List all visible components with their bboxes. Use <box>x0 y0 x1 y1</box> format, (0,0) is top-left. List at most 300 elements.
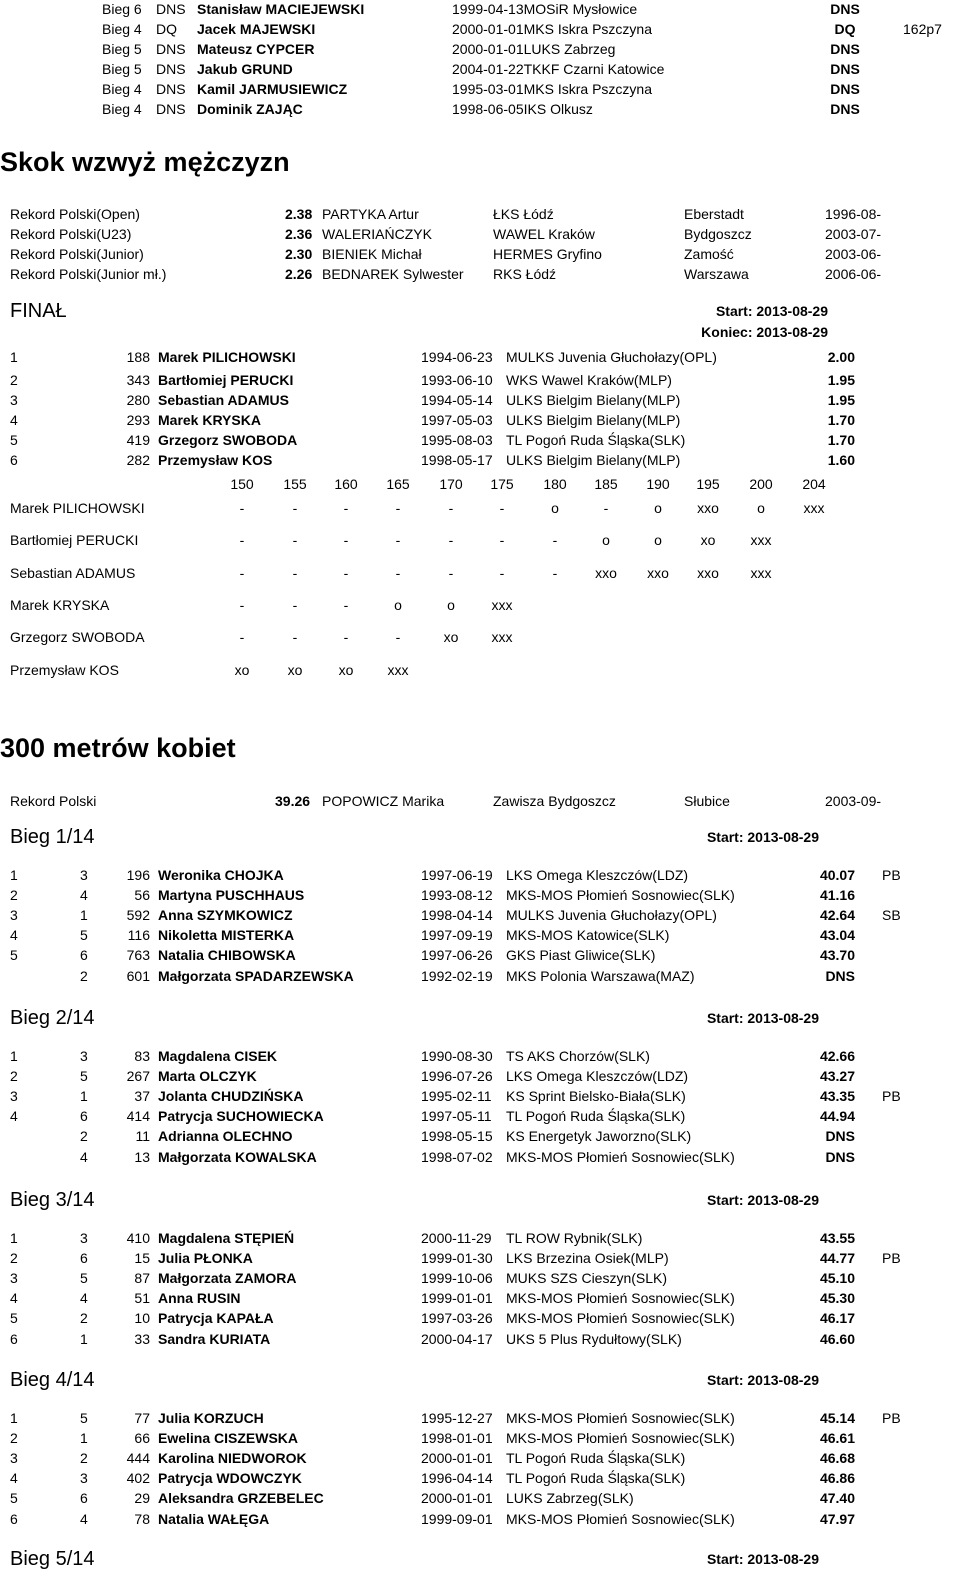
athlete-name: Anna RUSIN <box>158 1290 241 1307</box>
bib: 419 <box>126 432 150 448</box>
bib: 87 <box>134 1270 150 1287</box>
athlete-name: Sandra KURIATA <box>158 1330 271 1347</box>
attempt-cell: - <box>448 564 454 581</box>
record-label: Rekord Polski <box>10 793 97 809</box>
record-place: Słubice <box>684 793 730 809</box>
lane: 2 <box>80 967 88 984</box>
record-note: PB <box>882 1410 901 1426</box>
athlete-name: Natalia CHIBOWSKA <box>158 947 296 964</box>
athlete-name: Kamil JARMUSIEWICZ <box>197 81 348 97</box>
dob: 1996-07-26 <box>421 1068 493 1085</box>
athlete-name: Patrycja KAPAŁA <box>158 1310 274 1327</box>
attempt-cell: - <box>239 596 245 613</box>
position: 5 <box>10 432 18 448</box>
height-bar: 204 <box>802 476 826 492</box>
club: TL Pogoń Ruda Śląska(SLK) <box>506 1470 686 1487</box>
dob: 1993-06-10 <box>421 372 493 388</box>
athlete-name: Marek PILICHOWSKI <box>158 349 296 365</box>
record-note: PB <box>882 1250 901 1267</box>
position: 3 <box>10 392 18 408</box>
height-bar: 175 <box>490 476 514 492</box>
lane: 5 <box>80 1410 88 1426</box>
athlete-name: Ewelina CISZEWSKA <box>158 1430 299 1447</box>
club: TS AKS Chorzów(SLK) <box>506 1048 650 1064</box>
height-bar: 180 <box>543 476 567 492</box>
bib: 196 <box>126 867 150 883</box>
attempt-cell: xxx <box>491 629 513 646</box>
athlete-name: Przemysław KOS <box>158 452 273 468</box>
lane: 3 <box>80 1230 88 1246</box>
attempt-athlete: Bartłomiej PERUCKI <box>10 532 139 549</box>
attempt-cell: o <box>602 532 610 549</box>
dob: 1997-06-19 <box>421 867 493 883</box>
height-bar: 160 <box>334 476 358 492</box>
position: 3 <box>10 1450 18 1467</box>
dob: 1997-05-03 <box>421 412 493 428</box>
bib: 78 <box>134 1510 150 1527</box>
athlete-name: Bartłomiej PERUCKI <box>158 372 294 388</box>
athlete-name: Anna SZYMKOWICZ <box>158 907 293 924</box>
position: 2 <box>10 887 18 904</box>
dob: 1998-05-17 <box>421 452 493 468</box>
bib: 410 <box>126 1230 150 1246</box>
record-club: ŁKS Łódź <box>493 206 554 222</box>
attempt-cell: xo <box>338 661 354 678</box>
record-holder: BIENIEK Michał <box>322 246 422 262</box>
bib: 15 <box>134 1250 150 1267</box>
start-time: Start: 2013-08-29 <box>706 1372 819 1388</box>
attempt-cell: xxo <box>697 564 719 581</box>
athlete-name: Patrycja SUCHOWIECKA <box>158 1108 324 1125</box>
attempt-athlete: Grzegorz SWOBODA <box>10 629 145 646</box>
status-label: DNS <box>156 81 186 97</box>
club: UKS 5 Plus Rydułtowy(SLK) <box>506 1330 682 1347</box>
attempt-cell: - <box>239 629 245 646</box>
attempt-cell: xxx <box>387 661 409 678</box>
height-bar: 200 <box>749 476 773 492</box>
lane: 4 <box>80 887 88 904</box>
mark: 1.60 <box>827 452 855 468</box>
position: 2 <box>10 1250 18 1267</box>
bib: 267 <box>126 1068 150 1085</box>
mark: 1.70 <box>827 412 855 428</box>
dob: 1995-12-27 <box>421 1410 493 1426</box>
athlete-name: Magdalena CISEK <box>158 1048 278 1064</box>
dob: 1994-06-23 <box>421 349 493 365</box>
club: ULKS Bielgim Bielany(MLP) <box>506 412 681 428</box>
extra-note: 162p7 <box>903 21 942 37</box>
section-title: Skok wzwyż mężczyzn <box>0 147 290 177</box>
athlete-name: Małgorzata SPADARZEWSKA <box>158 967 354 984</box>
athlete-name: Jacek MAJEWSKI <box>197 21 316 37</box>
club: KS Sprint Bielsko-Biała(SLK) <box>506 1088 686 1105</box>
record-label: Rekord Polski(Junior) <box>10 246 144 262</box>
bib: 66 <box>134 1430 150 1447</box>
record-date: 2003-09- <box>825 793 882 809</box>
record-holder: PARTYKA Artur <box>322 206 419 222</box>
bib: 280 <box>126 392 150 408</box>
lane: 4 <box>80 1148 88 1165</box>
record-date: 2003-06- <box>825 246 882 262</box>
dob: 1999-09-01 <box>421 1510 493 1527</box>
time: 42.66 <box>819 1048 855 1064</box>
club: MKS-MOS Płomień Sosnowiec(SLK) <box>506 1510 735 1527</box>
attempt-cell: - <box>292 532 298 549</box>
time: 44.77 <box>819 1250 855 1267</box>
athlete-name: Julia KORZUCH <box>158 1410 264 1426</box>
time: 45.14 <box>819 1410 855 1426</box>
attempt-cell: - <box>395 532 401 549</box>
start-time: Start: 2013-08-29 <box>706 829 819 845</box>
mark: 2.00 <box>827 349 855 365</box>
dob: 2000-01-01 <box>421 1450 493 1467</box>
athlete-name: Jolanta CHUDZIŃSKA <box>158 1088 304 1105</box>
dob: 1999-10-06 <box>421 1270 493 1287</box>
dob: 1996-04-14 <box>421 1470 493 1487</box>
position: 4 <box>10 1108 18 1125</box>
position: 1 <box>10 1410 18 1426</box>
result: DNS <box>830 1 860 17</box>
record-note: SB <box>882 907 901 924</box>
heat-title: Bieg 2/14 <box>10 1007 95 1029</box>
lane: 1 <box>80 907 88 924</box>
attempt-cell: - <box>292 596 298 613</box>
bib: 414 <box>126 1108 150 1125</box>
record-holder: WALERIAŃCZYK <box>322 226 432 242</box>
record-holder: BEDNAREK Sylwester <box>322 266 464 282</box>
record-label: Rekord Polski(U23) <box>10 226 132 242</box>
dob: 1997-03-26 <box>421 1310 493 1327</box>
attempt-cell: xxo <box>595 564 617 581</box>
athlete-name: Jakub GRUND <box>197 61 293 77</box>
height-bar: 155 <box>283 476 307 492</box>
attempt-cell: - <box>395 500 401 516</box>
athlete-name: Adrianna OLECHNO <box>158 1128 293 1145</box>
section-title: 300 metrów kobiet <box>0 733 236 763</box>
club: KS Energetyk Jaworzno(SLK) <box>506 1128 692 1145</box>
attempt-cell: xxx <box>803 500 825 516</box>
athlete-name: Weronika CHOJKA <box>158 867 284 883</box>
club: TL Pogoń Ruda Śląska(SLK) <box>506 1450 686 1467</box>
record-place: Eberstadt <box>684 206 744 222</box>
time: DNS <box>825 967 855 984</box>
club: TL Pogoń Ruda Śląska(SLK) <box>506 432 686 448</box>
attempt-cell: - <box>552 532 558 549</box>
dob: 1995-02-11 <box>421 1088 492 1105</box>
time: 46.60 <box>819 1330 855 1347</box>
lane: 6 <box>80 947 88 964</box>
heat-label: Bieg 6 <box>102 1 142 17</box>
attempt-cell: - <box>292 500 298 516</box>
position: 5 <box>10 1490 18 1507</box>
position: 1 <box>10 1048 18 1064</box>
time: 43.04 <box>819 927 855 944</box>
lane: 4 <box>80 1290 88 1307</box>
dob: 1999-01-01 <box>421 1290 493 1307</box>
time: 47.40 <box>819 1490 855 1507</box>
athlete-name: Stanisław MACIEJEWSKI <box>197 1 365 17</box>
record-note: PB <box>882 867 901 883</box>
bib: 293 <box>126 412 150 428</box>
position: 6 <box>10 452 18 468</box>
bib: 83 <box>134 1048 150 1064</box>
dob: 1994-05-14 <box>421 392 493 408</box>
height-bar: 185 <box>594 476 618 492</box>
position: 4 <box>10 927 18 944</box>
attempt-cell: o <box>551 500 559 516</box>
lane: 6 <box>80 1250 88 1267</box>
attempt-athlete: Marek PILICHOWSKI <box>10 500 145 516</box>
dob: 1997-09-19 <box>421 927 493 944</box>
time: 43.70 <box>819 947 855 964</box>
club: LKS Omega Kleszczów(LDZ) <box>506 1068 689 1085</box>
result: DNS <box>830 61 860 77</box>
position: 3 <box>10 907 18 924</box>
attempt-cell: xxo <box>647 564 669 581</box>
attempt-cell: - <box>343 500 349 516</box>
attempt-cell: o <box>757 500 765 516</box>
club: MKS-MOS Płomień Sosnowiec(SLK) <box>506 1290 735 1307</box>
record-note: PB <box>882 1088 901 1105</box>
club: LKS Omega Kleszczów(LDZ) <box>506 867 689 883</box>
mark: 1.95 <box>827 372 855 388</box>
attempt-cell: - <box>343 564 349 581</box>
record-club: Zawisza Bydgoszcz <box>493 793 616 809</box>
attempt-cell: - <box>499 564 505 581</box>
heat-label: Bieg 4 <box>102 21 142 37</box>
bib: 188 <box>126 349 150 365</box>
lane: 1 <box>80 1330 88 1347</box>
lane: 1 <box>80 1088 88 1105</box>
time: 45.30 <box>819 1290 855 1307</box>
club: TL Pogoń Ruda Śląska(SLK) <box>506 1108 686 1125</box>
record-place: Bydgoszcz <box>684 226 752 242</box>
height-bar: 195 <box>696 476 720 492</box>
dob-club: 2000-01-01MKS Iskra Pszczyna <box>452 21 652 37</box>
time: 46.86 <box>819 1470 855 1487</box>
status-label: DQ <box>156 21 177 37</box>
bib: 13 <box>134 1148 150 1165</box>
result: DQ <box>834 21 856 37</box>
bib: 402 <box>126 1470 150 1487</box>
dob: 2000-11-29 <box>421 1230 492 1246</box>
bib: 343 <box>126 372 150 388</box>
athlete-name: Nikoletta MISTERKA <box>158 927 295 944</box>
lane: 6 <box>80 1490 88 1507</box>
athlete-name: Martyna PUSCHHAUS <box>158 887 305 904</box>
attempt-cell: o <box>394 596 402 613</box>
lane: 5 <box>80 1068 88 1085</box>
attempt-cell: - <box>292 564 298 581</box>
attempt-cell: xo <box>234 661 250 678</box>
time: 43.27 <box>819 1068 855 1085</box>
position: 5 <box>10 1310 18 1327</box>
record-label: Rekord Polski(Open) <box>10 206 140 222</box>
attempt-cell: - <box>448 532 454 549</box>
start-time: Start: 2013-08-29 <box>706 1551 819 1567</box>
record-mark: 2.30 <box>285 246 313 262</box>
dob: 2000-01-01 <box>421 1490 493 1507</box>
time: 46.68 <box>819 1450 855 1467</box>
record-mark: 2.36 <box>285 226 313 242</box>
dob: 1998-01-01 <box>421 1430 493 1447</box>
lane: 2 <box>80 1310 88 1327</box>
height-bar: 170 <box>439 476 463 492</box>
bib: 282 <box>126 452 150 468</box>
lane: 6 <box>80 1108 88 1125</box>
athlete-name: Małgorzata KOWALSKA <box>158 1148 317 1165</box>
lane: 3 <box>80 1470 88 1487</box>
dob: 1993-08-12 <box>421 887 493 904</box>
attempt-athlete: Sebastian ADAMUS <box>10 564 136 581</box>
club: MKS-MOS Płomień Sosnowiec(SLK) <box>506 1148 735 1165</box>
dob: 1999-01-30 <box>421 1250 493 1267</box>
time: 42.64 <box>819 907 855 924</box>
result: DNS <box>830 101 860 117</box>
attempt-cell: - <box>552 564 558 581</box>
athlete-name: Julia PŁONKA <box>158 1250 253 1267</box>
bib: 33 <box>134 1330 150 1347</box>
dob-club: 2000-01-01LUKS Zabrzeg <box>452 41 616 57</box>
athlete-name: Natalia WAŁĘGA <box>158 1510 270 1527</box>
record-place: Zamość <box>684 246 734 262</box>
position: 3 <box>10 1088 18 1105</box>
attempt-cell: - <box>395 629 401 646</box>
club: MKS Polonia Warszawa(MAZ) <box>506 967 695 984</box>
attempt-cell: - <box>343 596 349 613</box>
lane: 2 <box>80 1128 88 1145</box>
lane: 4 <box>80 1510 88 1527</box>
status-label: DNS <box>156 1 186 17</box>
record-mark: 2.38 <box>285 206 313 222</box>
attempt-cell: xxx <box>750 564 772 581</box>
lane: 5 <box>80 927 88 944</box>
start-time: Start: 2013-08-29 <box>706 1010 819 1026</box>
final-title: FINAŁ <box>10 300 67 322</box>
club: MKS-MOS Katowice(SLK) <box>506 927 670 944</box>
dob: 1992-02-19 <box>421 967 493 984</box>
time: 41.16 <box>819 887 855 904</box>
club: ULKS Bielgim Bielany(MLP) <box>506 452 681 468</box>
dob-club: 1995-03-01MKS Iskra Pszczyna <box>452 81 652 97</box>
attempt-cell: xo <box>287 661 303 678</box>
record-club: WAWEL Kraków <box>493 226 595 242</box>
dob-club: 2004-01-22TKKF Czarni Katowice <box>452 61 665 77</box>
height-bar: 165 <box>386 476 410 492</box>
mark: 1.70 <box>827 432 855 448</box>
record-date: 2003-07- <box>825 226 882 242</box>
club: MULKS Juvenia Głuchołazy(OPL) <box>506 907 717 924</box>
dob: 1997-06-26 <box>421 947 493 964</box>
time: DNS <box>825 1148 855 1165</box>
bib: 116 <box>127 927 150 944</box>
club: MUKS SZS Cieszyn(SLK) <box>506 1270 668 1287</box>
heat-title: Bieg 1/14 <box>10 826 95 848</box>
result: DNS <box>830 41 860 57</box>
attempt-cell: - <box>239 532 245 549</box>
height-bar: 150 <box>230 476 254 492</box>
attempt-cell: xxo <box>697 500 719 516</box>
attempt-cell: xxx <box>750 532 772 549</box>
position: 1 <box>10 867 18 883</box>
attempt-cell: - <box>603 500 609 516</box>
bib: 763 <box>126 947 150 964</box>
position: 1 <box>10 1230 18 1246</box>
status-label: DNS <box>156 41 186 57</box>
club: MKS-MOS Płomień Sosnowiec(SLK) <box>506 1410 735 1426</box>
club: WKS Wawel Kraków(MLP) <box>506 372 672 388</box>
athlete-name: Grzegorz SWOBODA <box>158 432 298 448</box>
club: TL ROW Rybnik(SLK) <box>506 1230 643 1246</box>
athlete-name: Mateusz CYPCER <box>197 41 315 57</box>
athlete-name: Aleksandra GRZEBELEC <box>158 1490 324 1507</box>
dob-club: 1999-04-13MOSiR Mysłowice <box>452 1 638 17</box>
bib: 37 <box>134 1088 150 1105</box>
record-club: RKS Łódź <box>493 266 557 282</box>
status-label: DNS <box>156 61 186 77</box>
athlete-name: Dominik ZAJĄC <box>197 101 303 117</box>
lane: 3 <box>80 1048 88 1064</box>
position: 4 <box>10 412 18 428</box>
record-club: HERMES Gryfino <box>493 246 602 262</box>
attempt-cell: - <box>499 500 505 516</box>
attempt-cell: o <box>447 596 455 613</box>
attempt-cell: - <box>343 532 349 549</box>
time: 46.17 <box>819 1310 855 1327</box>
bib: 77 <box>134 1410 150 1426</box>
heat-label: Bieg 5 <box>102 41 142 57</box>
dob-club: 1998-06-05IKS Olkusz <box>452 101 593 117</box>
time: 45.10 <box>819 1270 855 1287</box>
attempt-cell: xo <box>700 532 716 549</box>
heat-title: Bieg 5/14 <box>10 1548 95 1570</box>
bib: 51 <box>134 1290 150 1307</box>
club: GKS Piast Gliwice(SLK) <box>506 947 656 964</box>
athlete-name: Karolina NIEDWOROK <box>158 1450 307 1467</box>
dob: 2000-04-17 <box>421 1330 493 1347</box>
time: 47.97 <box>819 1510 855 1527</box>
end-time: Koniec: 2013-08-29 <box>701 324 828 340</box>
lane: 1 <box>80 1430 88 1447</box>
time: 46.61 <box>819 1430 855 1447</box>
dob: 1998-05-15 <box>421 1128 493 1145</box>
time: 44.94 <box>819 1108 855 1125</box>
record-label: Rekord Polski(Junior mł.) <box>10 266 167 282</box>
record-date: 2006-06- <box>825 266 882 282</box>
dob: 1998-04-14 <box>421 907 493 924</box>
position: 2 <box>10 1430 18 1447</box>
bib: 56 <box>134 887 150 904</box>
bib: 601 <box>126 967 150 984</box>
attempt-cell: o <box>654 532 662 549</box>
attempt-cell: - <box>499 532 505 549</box>
dob: 1997-05-11 <box>421 1108 492 1125</box>
attempt-cell: xxx <box>491 596 513 613</box>
attempt-athlete: Marek KRYSKA <box>10 596 110 613</box>
time: DNS <box>825 1128 855 1145</box>
attempt-athlete: Przemysław KOS <box>10 661 119 678</box>
position: 5 <box>10 947 18 964</box>
dob: 1995-08-03 <box>421 432 493 448</box>
heat-label: Bieg 5 <box>102 61 142 77</box>
position: 1 <box>10 349 18 365</box>
attempt-cell: - <box>239 500 245 516</box>
record-place: Warszawa <box>684 266 749 282</box>
club: LKS Brzezina Osiek(MLP) <box>506 1250 669 1267</box>
lane: 5 <box>80 1270 88 1287</box>
heat-label: Bieg 4 <box>102 81 142 97</box>
position: 2 <box>10 1068 18 1085</box>
